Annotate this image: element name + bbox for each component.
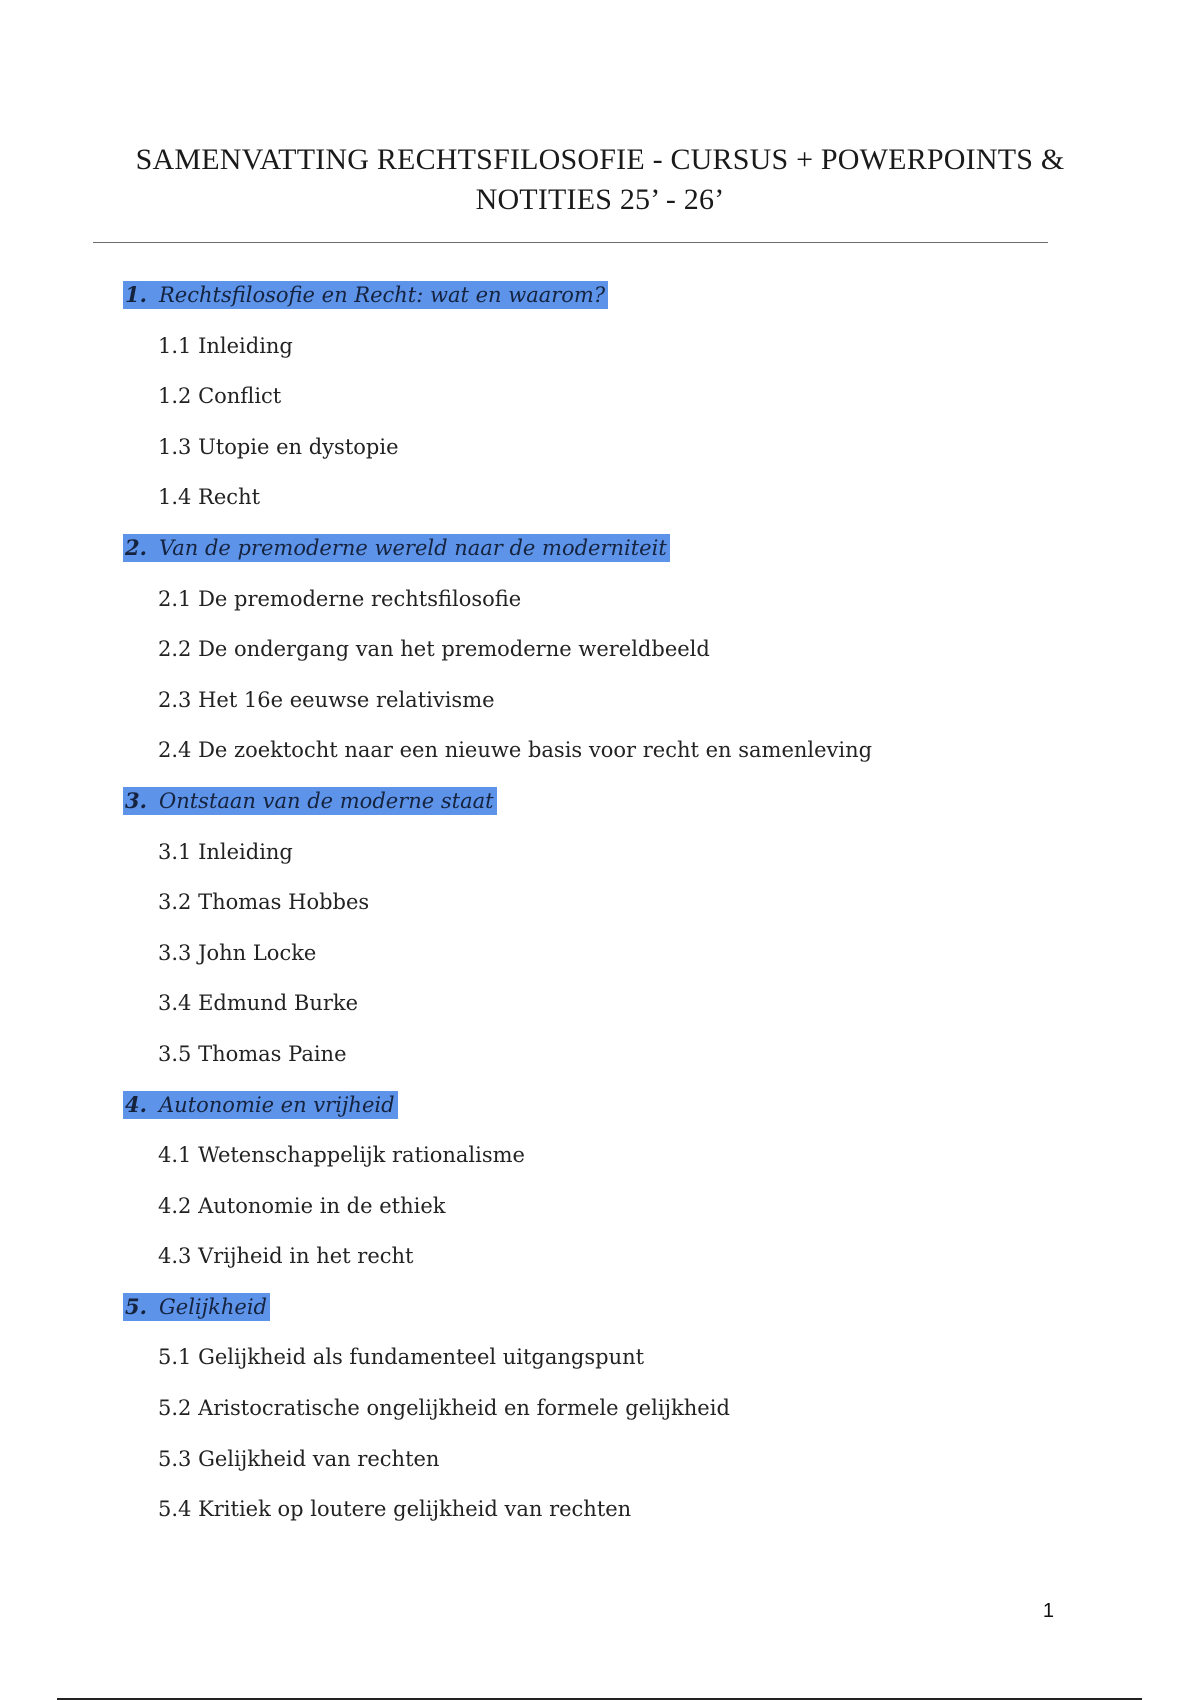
toc-section-item[interactable]: 4.3 Vrijheid in het recht: [158, 1244, 414, 1269]
chapter-number: 2.: [125, 534, 147, 560]
toc-section-row: [0, 1037, 1200, 1088]
chapter-title: Gelijkheid: [159, 1294, 267, 1319]
toc-section-row: [0, 379, 1200, 430]
toc-section-row: [0, 1391, 1200, 1442]
toc-section-item[interactable]: 3.2 Thomas Hobbes: [158, 890, 370, 915]
toc-chapter-row: [0, 1088, 1200, 1139]
toc-section-row: [0, 733, 1200, 784]
chapter-number: 5.: [125, 1293, 147, 1319]
chapter-number: 4.: [125, 1091, 147, 1117]
toc-chapter-row: [0, 531, 1200, 582]
chapter-title: Rechtsfilosofie en Recht: wat en waarom?: [159, 283, 606, 307]
toc-section-item[interactable]: 5.3 Gelijkheid van rechten: [158, 1446, 440, 1471]
page-title: [60, 140, 1140, 220]
chapter-heading[interactable]: [123, 534, 670, 562]
toc-section-row: [0, 986, 1200, 1037]
toc-section-row: [0, 329, 1200, 380]
toc-chapter-row: [0, 278, 1200, 329]
toc-section-item[interactable]: 2.1 De premoderne rechtsfilosofie: [158, 586, 522, 611]
table-of-contents: [0, 278, 1200, 1543]
chapter-title: Autonomie en vrijheid: [159, 1092, 395, 1117]
toc-section-item[interactable]: 3.4 Edmund Burke: [158, 991, 359, 1016]
toc-section-row: [0, 1340, 1200, 1391]
chapter-number: 3.: [125, 787, 147, 813]
toc-section-row: [0, 1442, 1200, 1493]
toc-section-item[interactable]: 1.4 Recht: [158, 485, 261, 510]
toc-section-item[interactable]: 4.2 Autonomie in de ethiek: [158, 1193, 446, 1218]
toc-chapter-row: [0, 1290, 1200, 1341]
toc-section-item[interactable]: 2.4 De zoektocht naar een nieuwe basis voor recht en samenleving: [158, 738, 873, 763]
toc-section-item[interactable]: 5.2 Aristocratische ongelijkheid en formele gelijkheid: [158, 1396, 730, 1421]
page-title-line-1: SAMENVATTING RECHTSFILOSOFIE - CURSUS + POWERPOINTS &: [135, 143, 1065, 176]
toc-section-row: [0, 1492, 1200, 1543]
toc-section-row: [0, 582, 1200, 633]
toc-section-row: [0, 1239, 1200, 1290]
toc-section-item[interactable]: 1.1 Inleiding: [158, 333, 293, 358]
toc-section-item[interactable]: 3.1 Inleiding: [158, 839, 293, 864]
toc-section-item[interactable]: 3.3 John Locke: [158, 940, 317, 965]
toc-section-item[interactable]: 3.5 Thomas Paine: [158, 1041, 347, 1066]
toc-section-row: [0, 885, 1200, 936]
chapter-heading[interactable]: [123, 1091, 398, 1119]
toc-section-item[interactable]: 5.1 Gelijkheid als fundamenteel uitgangspunt: [158, 1345, 645, 1370]
toc-section-item[interactable]: 1.3 Utopie en dystopie: [158, 434, 399, 459]
toc-section-item[interactable]: 2.2 De ondergang van het premoderne wereldbeeld: [158, 637, 710, 662]
toc-section-row: [0, 430, 1200, 481]
chapter-title: Ontstaan van de moderne staat: [159, 788, 494, 813]
page-title-line-2: NOTITIES 25’ - 26’: [475, 183, 725, 216]
page-number: 1: [1042, 1600, 1054, 1622]
toc-section-row: [0, 480, 1200, 531]
toc-section-row: [0, 1189, 1200, 1240]
toc-section-row: [0, 632, 1200, 683]
chapter-title: Van de premoderne wereld naar de moderniteit: [159, 535, 667, 560]
toc-chapter-row: [0, 784, 1200, 835]
toc-section-row: [0, 936, 1200, 987]
chapter-heading[interactable]: [123, 1293, 270, 1321]
toc-section-row: [0, 835, 1200, 886]
toc-section-row: [0, 683, 1200, 734]
chapter-number: 1.: [125, 282, 147, 307]
chapter-heading[interactable]: [123, 787, 497, 815]
toc-section-item[interactable]: 2.3 Het 16e eeuwse relativisme: [158, 687, 495, 712]
toc-section-item[interactable]: 5.4 Kritiek op loutere gelijkheid van rechten: [158, 1497, 632, 1522]
toc-section-item[interactable]: 1.2 Conflict: [158, 384, 282, 409]
chapter-heading[interactable]: [123, 281, 608, 309]
toc-section-item[interactable]: 4.1 Wetenschappelijk rationalisme: [158, 1143, 525, 1168]
toc-section-row: [0, 1138, 1200, 1189]
title-divider: [93, 242, 1048, 243]
